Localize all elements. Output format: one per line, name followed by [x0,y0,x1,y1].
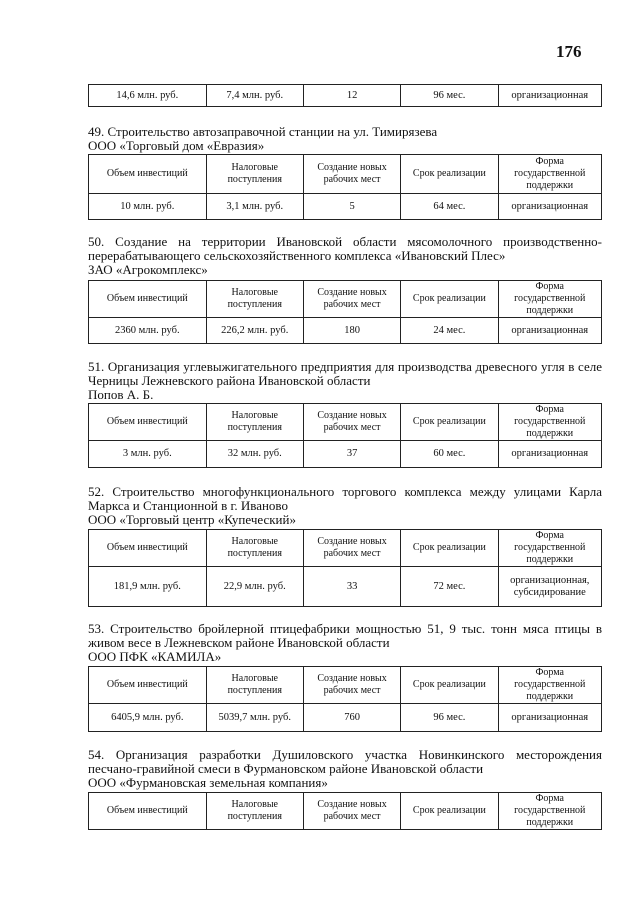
column-header: Налоговые поступления [206,793,303,830]
tax-value: 22,9 млн. руб. [206,567,303,607]
jobs-value: 180 [303,318,400,344]
tax-value: 5039,7 млн. руб. [206,704,303,732]
project-organization: ЗАО «Агрокомплекс» [88,262,208,277]
table-row [89,567,602,607]
page-number: 176 [556,42,582,61]
column-header: Налоговые поступления [206,667,303,704]
support-value: организационная [498,441,601,468]
investment-value: 14,6 млн. руб. [89,85,207,107]
term-value: 96 мес. [401,704,498,732]
column-header: Срок реализации [401,281,498,318]
column-header: Форма государственной поддержки [498,281,601,318]
project-50 [88,235,602,277]
jobs-value: 12 [303,85,400,107]
tax-value: 7,4 млн. руб. [206,85,303,107]
project-title: 53. Строительство бройлерной птицефабрики мощностью 51, 9 тыс. тонн мяса птицы в живом весе в Лежневском районе Ивановской области [88,621,602,650]
investment-value: 2360 млн. руб. [89,318,207,344]
term-value: 60 мес. [401,441,498,468]
project-title: 49. Строительство автозаправочной станции на ул. Тимирязева [88,124,438,139]
project-51 [88,360,602,402]
table-row [89,194,602,220]
investment-value: 3 млн. руб. [89,441,207,468]
jobs-value: 33 [303,567,400,607]
table-header-row [89,155,602,194]
column-header: Налоговые поступления [206,530,303,567]
column-header: Создание новых рабочих мест [303,281,400,318]
column-header: Объем инвестиций [89,793,207,830]
project-title: 51. Организация углевыжигательного предприятия для производства древесного угля в селе Черницы Лежневского района Ивановской области [88,359,602,388]
table-row [89,318,602,344]
investment-value: 10 млн. руб. [89,194,207,220]
column-header: Объем инвестиций [89,530,207,567]
table-continuation [88,84,602,107]
column-header: Объем инвестиций [89,667,207,704]
column-header: Создание новых рабочих мест [303,404,400,441]
column-header: Налоговые поступления [206,281,303,318]
table-header-row [89,281,602,318]
column-header: Срок реализации [401,404,498,441]
column-header: Создание новых рабочих мест [303,530,400,567]
project-organization: ООО «Торговый центр «Купеческий» [88,512,296,527]
support-value: организационная [498,318,601,344]
project-organization: ООО «Фурмановская земельная компания» [88,775,328,790]
column-header: Форма государственной поддержки [498,667,601,704]
investment-value: 6405,9 млн. руб. [89,704,207,732]
table-header-row [89,530,602,567]
column-header: Создание новых рабочих мест [303,793,400,830]
column-header: Налоговые поступления [206,404,303,441]
table-header-row [89,793,602,830]
support-value: организационная, субсидирование [498,567,601,607]
jobs-value: 760 [303,704,400,732]
term-value: 24 мес. [401,318,498,344]
project-53 [88,622,602,664]
term-value: 64 мес. [401,194,498,220]
project-table [88,529,602,607]
table-row [89,704,602,732]
tax-value: 226,2 млн. руб. [206,318,303,344]
jobs-value: 5 [303,194,400,220]
support-value: организационная [498,85,601,107]
column-header: Объем инвестиций [89,155,207,194]
project-table [88,666,602,732]
tax-value: 3,1 млн. руб. [206,194,303,220]
project-title: 52. Строительство многофункционального торгового комплекса между улицами Карла Маркса и Станционной в г. Иваново [88,484,602,513]
project-52 [88,485,602,527]
investment-value: 181,9 млн. руб. [89,567,207,607]
project-table [88,403,602,468]
term-value: 72 мес. [401,567,498,607]
project-table [88,792,602,830]
project-organization: ООО «Торговый дом «Евразия» [88,138,265,153]
table-header-row [89,667,602,704]
column-header: Срок реализации [401,793,498,830]
project-table [88,154,602,220]
project-title: 50. Создание на территории Ивановской области мясомолочного производственно-перерабатывающего сельскохозяйственного комплекса «Ивановский Плес» [88,234,602,263]
column-header: Срок реализации [401,155,498,194]
table-row [89,85,602,107]
column-header: Форма государственной поддержки [498,155,601,194]
jobs-value: 37 [303,441,400,468]
project-title: 54. Организация разработки Душиловского участка Новинкинского месторождения песчано-гравийной смеси в Фурмановском районе Ивановской области [88,747,602,776]
column-header: Форма государственной поддержки [498,404,601,441]
column-header: Объем инвестиций [89,281,207,318]
column-header: Создание новых рабочих мест [303,155,400,194]
project-organization: ООО ПФК «КАМИЛА» [88,649,222,664]
project-54 [88,748,602,790]
column-header: Форма государственной поддержки [498,530,601,567]
support-value: организационная [498,194,601,220]
column-header: Объем инвестиций [89,404,207,441]
project-49 [88,125,602,153]
tax-value: 32 млн. руб. [206,441,303,468]
column-header: Налоговые поступления [206,155,303,194]
project-organization: Попов А. Б. [88,387,154,402]
table-row [89,441,602,468]
project-table [88,280,602,344]
column-header: Создание новых рабочих мест [303,667,400,704]
column-header: Срок реализации [401,667,498,704]
column-header: Срок реализации [401,530,498,567]
column-header: Форма государственной поддержки [498,793,601,830]
table-header-row [89,404,602,441]
support-value: организационная [498,704,601,732]
term-value: 96 мес. [401,85,498,107]
